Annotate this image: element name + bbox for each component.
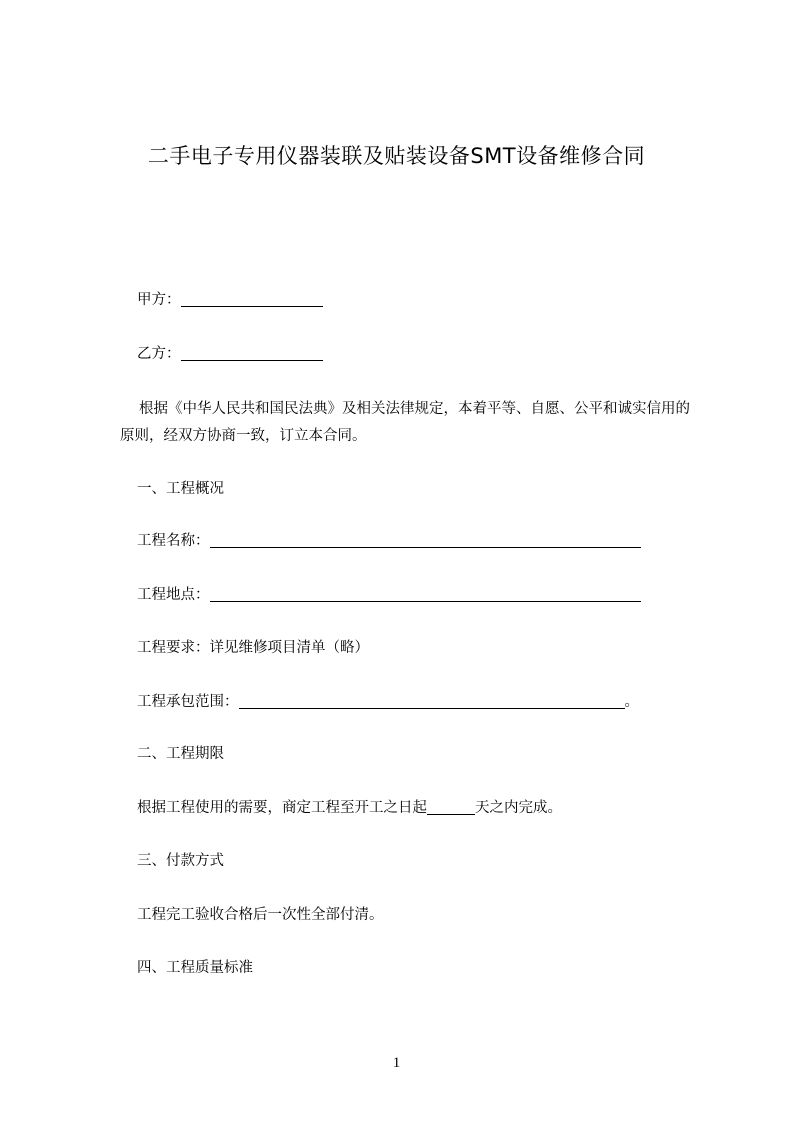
payment-text: 工程完工验收合格后一次性全部付清。: [137, 907, 384, 923]
project-name-label: 工程名称：: [137, 533, 210, 549]
project-scope-blank[interactable]: [239, 692, 625, 709]
party-b-label: 乙方：: [137, 346, 181, 362]
period-line: [137, 798, 562, 818]
project-requirement: 工程要求：详见维修项目清单（略）: [137, 640, 369, 656]
party-b-blank[interactable]: [181, 344, 323, 361]
period-days-blank[interactable]: [427, 798, 475, 815]
period-text-start: 根据工程使用的需要，商定工程至开工之日起: [137, 800, 427, 816]
project-name-blank[interactable]: [210, 531, 641, 548]
party-a-blank[interactable]: [181, 290, 323, 307]
preamble-text: 根据《中华人民共和国民法典》及相关法律规定，本着平等、自愿、公平和诚实信用的原则，经双方协商一致，订立本合同。: [120, 401, 690, 444]
page-number: 1: [392, 1055, 401, 1071]
section-2-heading: 二、工程期限: [137, 746, 224, 762]
section-3-heading: 三、付款方式: [137, 853, 224, 869]
document-title: 二手电子专用仪器装联及贴装设备SMT设备维修合同: [147, 144, 646, 168]
section-4-heading: 四、工程质量标准: [137, 960, 253, 976]
project-location-line: [137, 585, 641, 605]
project-location-label: 工程地点：: [137, 587, 210, 603]
section-1-heading: 一、工程概况: [137, 481, 224, 497]
party-a-line: [137, 290, 323, 310]
project-scope-label: 工程承包范围：: [137, 694, 239, 710]
party-b-line: [137, 344, 323, 364]
project-location-blank[interactable]: [210, 585, 641, 602]
period-text-end: 天之内完成。: [475, 800, 562, 816]
project-name-line: [137, 531, 641, 551]
project-scope-end: 。: [624, 694, 639, 710]
project-scope-line: [137, 692, 639, 712]
preamble-paragraph: [120, 396, 700, 450]
party-a-label: 甲方：: [137, 292, 181, 308]
